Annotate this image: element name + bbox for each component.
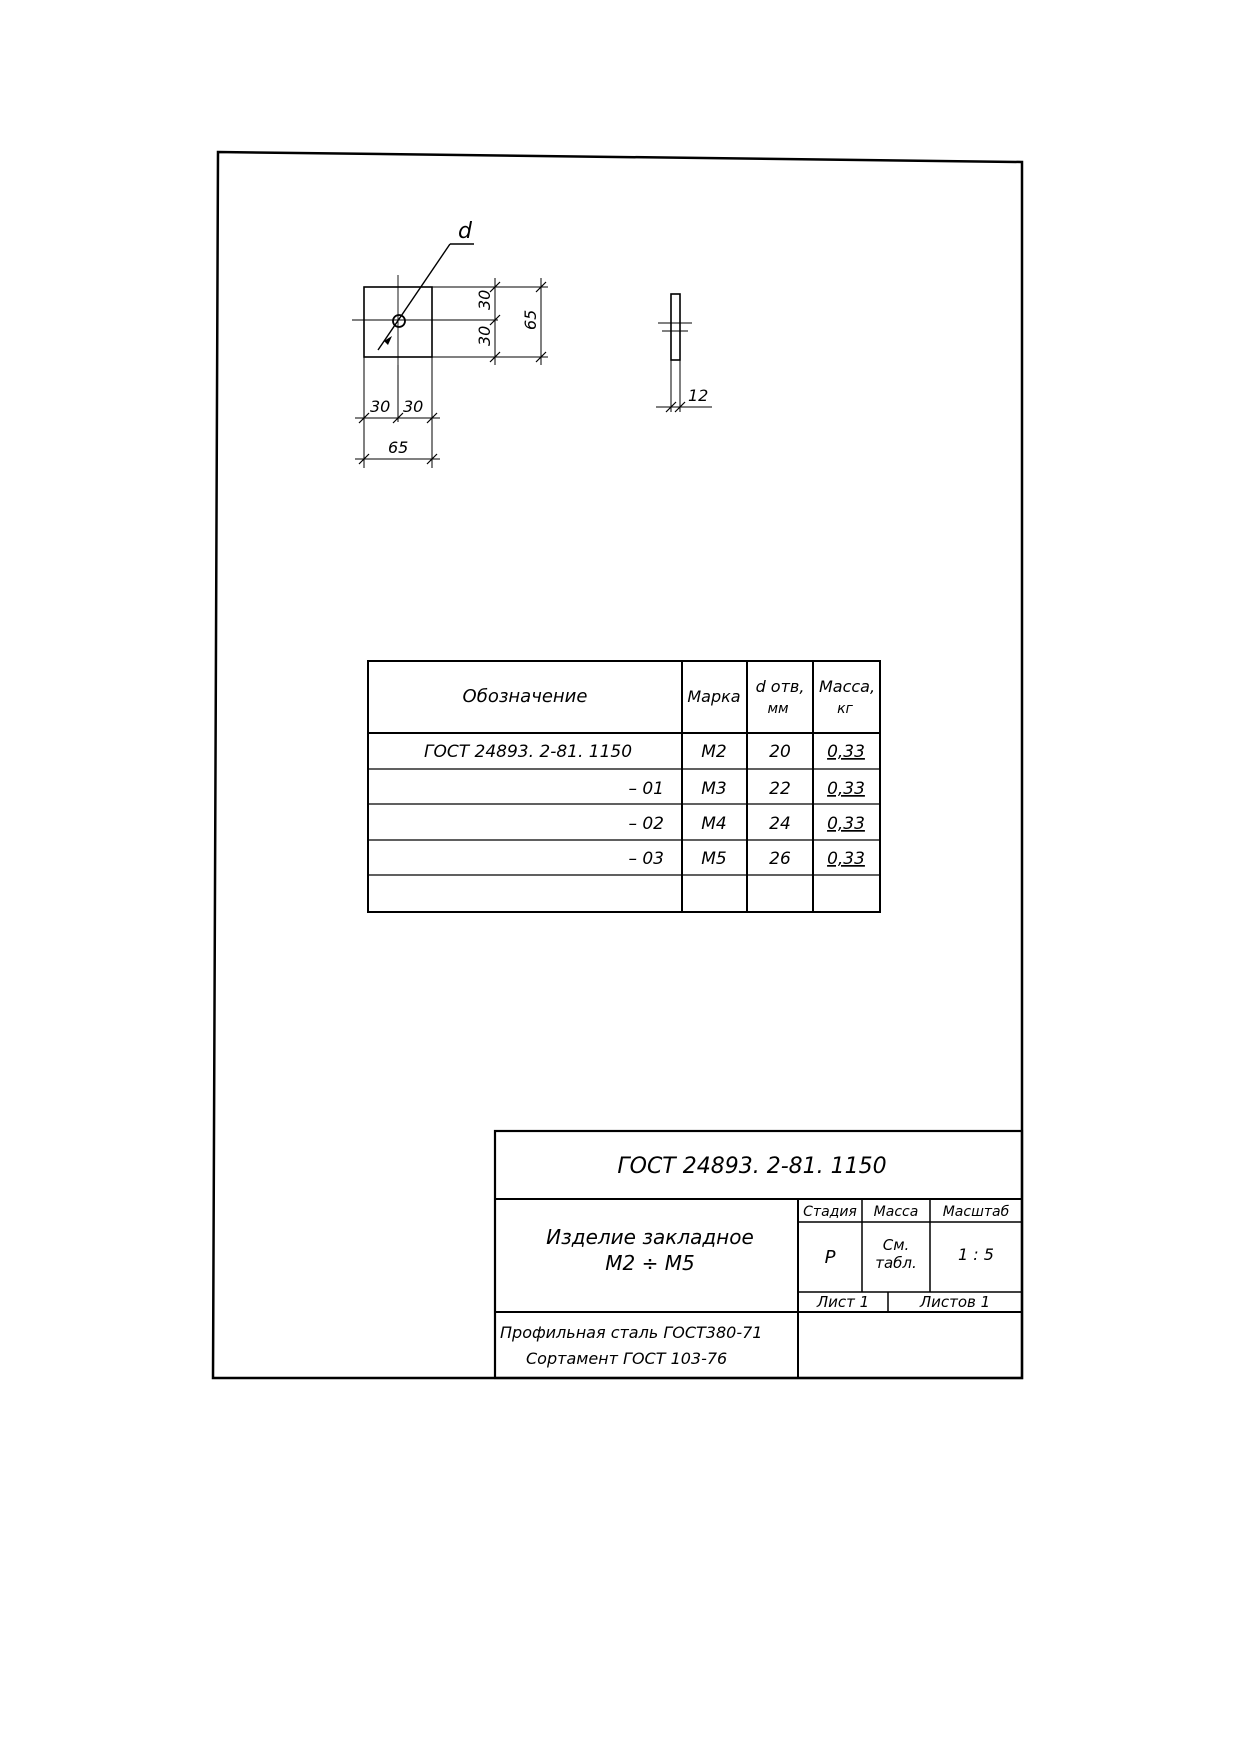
dim-h-left: 30 (370, 397, 391, 416)
row-mark: М5 (701, 849, 727, 869)
row-hole: 24 (769, 814, 791, 834)
product-name-line1: Изделие закладное (546, 1225, 754, 1249)
material-line2: Сортамент ГОСТ 103-76 (526, 1349, 728, 1368)
dim-v-total: 65 (521, 309, 540, 330)
dim-h-total: 65 (388, 438, 409, 457)
mass-value-line1: См. (882, 1236, 910, 1254)
row-hole: 22 (769, 779, 791, 799)
row-designation: – 01 (628, 779, 664, 799)
row-designation: – 02 (628, 814, 664, 834)
side-outline (671, 294, 680, 360)
header-hole-1: d отв, (755, 677, 805, 696)
header-hole-2: мм (767, 701, 789, 717)
row-mass: 0,33 (827, 814, 865, 834)
dim-thickness: 12 (688, 386, 709, 405)
stage-value: Р (824, 1247, 836, 1268)
plate-front-view (352, 219, 548, 468)
row-hole: 20 (769, 742, 791, 762)
scale-label: Масштаб (942, 1204, 1010, 1220)
row-mass: 0,33 (827, 742, 865, 762)
row-mass: 0,33 (827, 849, 865, 869)
hole-label: d (458, 219, 472, 244)
row-hole: 26 (769, 849, 791, 869)
material-line1: Профильная сталь ГОСТ380-71 (500, 1323, 763, 1342)
scale-value: 1 : 5 (958, 1245, 994, 1264)
header-mark: Марка (687, 687, 741, 706)
sheets-label: Листов 1 (919, 1293, 991, 1311)
row-mass: 0,33 (827, 779, 865, 799)
sheet-frame (213, 152, 1022, 1378)
header-mass-1: Масса, (818, 677, 876, 696)
mass-value-line2: табл. (875, 1254, 917, 1272)
row-designation: ГОСТ 24893. 2-81. 1150 (424, 742, 633, 762)
row-mark: М4 (701, 814, 727, 834)
row-mark: М2 (701, 742, 727, 762)
spec-table (368, 661, 880, 912)
stage-label: Стадия (803, 1204, 857, 1220)
sheet-label: Лист 1 (816, 1293, 870, 1311)
dim-h-right: 30 (403, 397, 424, 416)
product-name-line2: М2 ÷ М5 (605, 1251, 695, 1275)
row-designation: – 03 (628, 849, 664, 869)
title-block (495, 1131, 1022, 1378)
document-code: ГОСТ 24893. 2-81. 1150 (617, 1154, 887, 1179)
mass-label: Масса (873, 1204, 919, 1220)
row-mark: М3 (701, 779, 727, 799)
header-designation: Обозначение (462, 686, 588, 707)
dim-v-top: 30 (475, 289, 494, 310)
dim-v-bottom: 30 (475, 325, 494, 346)
plate-side-view (656, 294, 712, 412)
hole-leader (378, 244, 450, 350)
header-mass-2: кг (837, 701, 853, 717)
